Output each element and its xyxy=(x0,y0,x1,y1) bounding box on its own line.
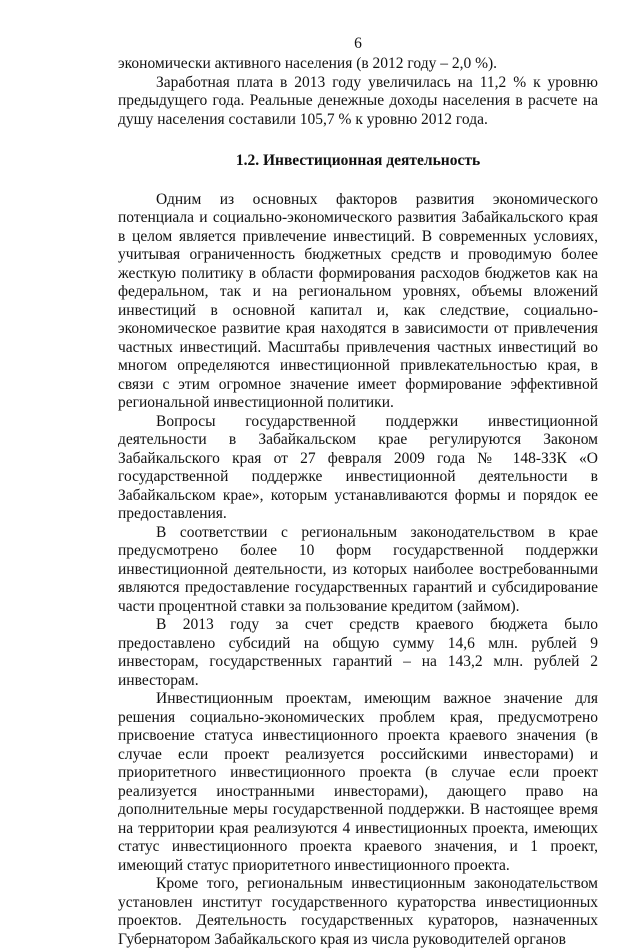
paragraph-investment-factors: Одним из основных факторов развития экономического потенциала и социально-экономического развития Забайкальского края в целом является привлечение инвестиций. В современных условиях, учитывая ограниченность бюджетных средств и проводимую более жесткую политику в области формирования расходов бюджетов как на федеральном, так и на региональном уровнях, объемы вложений инвестиций в основной капитал и, как следствие, социально-экономическое развитие края находятся в зависимости от привлечения частных инвестиций. Масштабы привлечения частных инвестиций во многом определяются инвестиционной привлекательностью края, в связи с этим огромное значение имеет формирование эффективной региональной инвестиционной политики. xyxy=(118,190,598,411)
page-number: 6 xyxy=(354,35,362,52)
paragraph-support-forms: В соответствии с региональным законодательством в крае предусмотрено более 10 форм государственной поддержки инвестиционной деятельности, из которых наиболее востребованными являются предоставление государственных гарантий и субсидирование части процентной ставки за пользование кредитом (займом). xyxy=(118,523,598,615)
paragraph-project-status: Инвестиционным проектам, имеющим важное значение для решения социально-экономических проблем края, предусмотрено присвоение статуса инвестиционного проекта краевого значения (в случае если проект реализуется российскими инвесторами) и приоритетного инвестиционного проекта (в случае если проект реализуется иностранными инвесторами), дающего право на дополнительные меры государственной поддержки. В настоящее время на территории края реализуются 4 инвестиционных проекта, имеющих статус инвестиционного проекта краевого значения, и 1 проект, имеющий статус приоритетного инвестиционного проекта. xyxy=(118,690,598,874)
paragraph-wages: Заработная плата в 2013 году увеличилась на 11,2 % к уровню предыдущего года. Реальные денежные доходы населения в расчете на душу населения составили 105,7 % к уровню 2012 года. xyxy=(118,73,598,128)
section-heading: 1.2. Инвестиционная деятельность xyxy=(235,152,481,169)
paragraph-state-support-law: Вопросы государственной поддержки инвестиционной деятельности в Забайкальском крае регулируются Законом Забайкальского края от 27 февраля 2009 года № 148-ЗЗК «О государственной поддержке инвестиционной деятельности в Забайкальском крае», которым устанавливаются формы и порядок ее предоставления. xyxy=(118,412,598,522)
paragraph-curatorship: Кроме того, региональным инвестиционным законодательством установлен институт государственного кураторства инвестиционных проектов. Деятельность государственных кураторов, назначенных Губернатором Забайкальского края из числа руководителей органов xyxy=(118,875,598,948)
paragraph-continuation: экономически активного населения (в 2012 году – 2,0 %). xyxy=(118,55,498,72)
document-body xyxy=(118,55,598,949)
paragraph-subsidies-2013: В 2013 году за счет средств краевого бюджета было предоставлено субсидий на общую сумму 14,6 млн. рублей 9 инвесторам, государственных гарантий – на 143,2 млн. рублей 2 инвесторам. xyxy=(118,616,598,689)
